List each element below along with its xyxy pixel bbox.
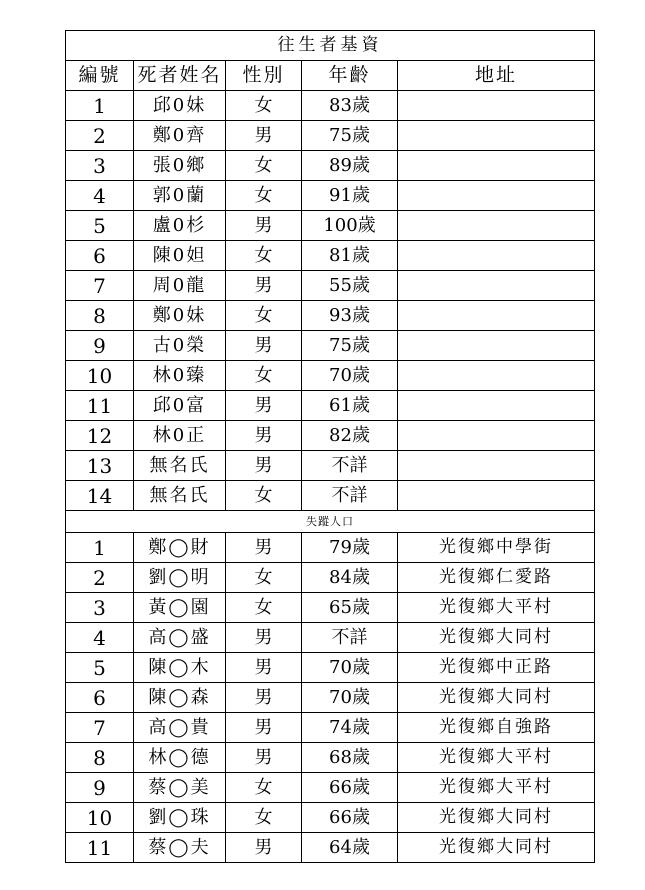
deceased-gender-cell: 女 xyxy=(226,181,302,211)
header-gender: 性別 xyxy=(226,61,302,91)
missing-gender-cell: 男 xyxy=(226,533,302,563)
missing-address-cell: 光復鄉中正路 xyxy=(398,653,595,683)
deceased-address-cell xyxy=(398,241,595,271)
table-title-row xyxy=(66,31,595,61)
missing-age-cell: 79歲 xyxy=(302,533,398,563)
missing-gender-cell: 男 xyxy=(226,683,302,713)
missing-number-cell: 8 xyxy=(66,743,134,773)
missing-row xyxy=(66,683,595,713)
missing-gender-cell: 男 xyxy=(226,833,302,863)
header-age: 年齡 xyxy=(302,61,398,91)
missing-name-cell: 林◯德 xyxy=(134,743,226,773)
deceased-gender-cell: 男 xyxy=(226,331,302,361)
missing-address-cell: 光復鄉大平村 xyxy=(398,773,595,803)
missing-number-cell: 1 xyxy=(66,533,134,563)
deceased-number-cell: 12 xyxy=(66,421,134,451)
missing-row xyxy=(66,533,595,563)
deceased-age-cell: 75歲 xyxy=(302,121,398,151)
deceased-row xyxy=(66,211,595,241)
deceased-row xyxy=(66,121,595,151)
missing-row xyxy=(66,743,595,773)
missing-gender-cell: 女 xyxy=(226,563,302,593)
deceased-number-cell: 14 xyxy=(66,481,134,511)
missing-name-cell: 蔡◯夫 xyxy=(134,833,226,863)
missing-gender-cell: 女 xyxy=(226,803,302,833)
missing-gender-cell: 男 xyxy=(226,713,302,743)
deceased-row xyxy=(66,331,595,361)
deceased-address-cell xyxy=(398,211,595,241)
deceased-name-cell: 無名氏 xyxy=(134,481,226,511)
missing-name-cell: 劉◯珠 xyxy=(134,803,226,833)
deceased-number-cell: 6 xyxy=(66,241,134,271)
missing-address-cell: 光復鄉大平村 xyxy=(398,743,595,773)
deceased-row xyxy=(66,151,595,181)
deceased-address-cell xyxy=(398,421,595,451)
deceased-age-cell: 93歲 xyxy=(302,301,398,331)
deceased-name-cell: 邱0富 xyxy=(134,391,226,421)
deceased-gender-cell: 男 xyxy=(226,271,302,301)
deceased-gender-cell: 女 xyxy=(226,301,302,331)
deceased-address-cell xyxy=(398,151,595,181)
deceased-address-cell xyxy=(398,481,595,511)
deceased-age-cell: 不詳 xyxy=(302,481,398,511)
deceased-name-cell: 林0正 xyxy=(134,421,226,451)
victims-table xyxy=(65,30,595,863)
deceased-gender-cell: 男 xyxy=(226,391,302,421)
missing-number-cell: 2 xyxy=(66,563,134,593)
missing-number-cell: 9 xyxy=(66,773,134,803)
deceased-name-cell: 邱0妹 xyxy=(134,91,226,121)
deceased-gender-cell: 女 xyxy=(226,481,302,511)
deceased-gender-cell: 女 xyxy=(226,361,302,391)
deceased-gender-cell: 男 xyxy=(226,121,302,151)
deceased-age-cell: 82歲 xyxy=(302,421,398,451)
missing-address-cell: 光復鄉大同村 xyxy=(398,623,595,653)
deceased-number-cell: 1 xyxy=(66,91,134,121)
missing-number-cell: 4 xyxy=(66,623,134,653)
missing-row xyxy=(66,653,595,683)
deceased-address-cell xyxy=(398,391,595,421)
deceased-number-cell: 9 xyxy=(66,331,134,361)
deceased-name-cell: 鄭0齊 xyxy=(134,121,226,151)
missing-name-cell: 劉◯明 xyxy=(134,563,226,593)
deceased-age-cell: 70歲 xyxy=(302,361,398,391)
missing-number-cell: 10 xyxy=(66,803,134,833)
deceased-number-cell: 11 xyxy=(66,391,134,421)
missing-name-cell: 高◯貴 xyxy=(134,713,226,743)
deceased-gender-cell: 女 xyxy=(226,151,302,181)
deceased-address-cell xyxy=(398,91,595,121)
deceased-age-cell: 81歲 xyxy=(302,241,398,271)
missing-row xyxy=(66,803,595,833)
deceased-address-cell xyxy=(398,121,595,151)
deceased-row xyxy=(66,421,595,451)
deceased-number-cell: 13 xyxy=(66,451,134,481)
missing-age-cell: 不詳 xyxy=(302,623,398,653)
deceased-age-cell: 61歲 xyxy=(302,391,398,421)
deceased-age-cell: 89歲 xyxy=(302,151,398,181)
deceased-address-cell xyxy=(398,181,595,211)
deceased-number-cell: 4 xyxy=(66,181,134,211)
deceased-gender-cell: 女 xyxy=(226,91,302,121)
deceased-gender-cell: 男 xyxy=(226,451,302,481)
deceased-number-cell: 10 xyxy=(66,361,134,391)
missing-gender-cell: 男 xyxy=(226,623,302,653)
missing-number-cell: 7 xyxy=(66,713,134,743)
missing-age-cell: 74歲 xyxy=(302,713,398,743)
missing-name-cell: 黃◯園 xyxy=(134,593,226,623)
missing-age-cell: 68歲 xyxy=(302,743,398,773)
missing-age-cell: 66歲 xyxy=(302,773,398,803)
missing-number-cell: 5 xyxy=(66,653,134,683)
missing-name-cell: 蔡◯美 xyxy=(134,773,226,803)
missing-section-row xyxy=(66,511,595,533)
missing-gender-cell: 男 xyxy=(226,743,302,773)
deceased-age-cell: 75歲 xyxy=(302,331,398,361)
deceased-number-cell: 2 xyxy=(66,121,134,151)
missing-address-cell: 光復鄉大平村 xyxy=(398,593,595,623)
deceased-number-cell: 8 xyxy=(66,301,134,331)
missing-gender-cell: 男 xyxy=(226,653,302,683)
missing-age-cell: 65歲 xyxy=(302,593,398,623)
header-row xyxy=(66,61,595,91)
deceased-age-cell: 83歲 xyxy=(302,91,398,121)
missing-number-cell: 11 xyxy=(66,833,134,863)
deceased-number-cell: 5 xyxy=(66,211,134,241)
deceased-row xyxy=(66,271,595,301)
missing-gender-cell: 女 xyxy=(226,593,302,623)
deceased-row xyxy=(66,241,595,271)
missing-address-cell: 光復鄉大同村 xyxy=(398,833,595,863)
deceased-gender-cell: 男 xyxy=(226,211,302,241)
deceased-age-cell: 100歲 xyxy=(302,211,398,241)
deceased-number-cell: 7 xyxy=(66,271,134,301)
deceased-age-cell: 91歲 xyxy=(302,181,398,211)
missing-name-cell: 高◯盛 xyxy=(134,623,226,653)
deceased-name-cell: 郭0蘭 xyxy=(134,181,226,211)
missing-row xyxy=(66,563,595,593)
missing-name-cell: 鄭◯財 xyxy=(134,533,226,563)
header-number: 編號 xyxy=(66,61,134,91)
missing-address-cell: 光復鄉中學街 xyxy=(398,533,595,563)
deceased-row xyxy=(66,481,595,511)
missing-age-cell: 66歲 xyxy=(302,803,398,833)
missing-address-cell: 光復鄉大同村 xyxy=(398,683,595,713)
deceased-name-cell: 陳0妲 xyxy=(134,241,226,271)
missing-age-cell: 64歲 xyxy=(302,833,398,863)
missing-gender-cell: 女 xyxy=(226,773,302,803)
deceased-row xyxy=(66,91,595,121)
deceased-address-cell xyxy=(398,301,595,331)
deceased-address-cell xyxy=(398,271,595,301)
deceased-name-cell: 古0榮 xyxy=(134,331,226,361)
deceased-row xyxy=(66,181,595,211)
missing-number-cell: 6 xyxy=(66,683,134,713)
deceased-address-cell xyxy=(398,451,595,481)
deceased-row xyxy=(66,361,595,391)
deceased-name-cell: 周0龍 xyxy=(134,271,226,301)
deceased-age-cell: 55歲 xyxy=(302,271,398,301)
header-name: 死者姓名 xyxy=(134,61,226,91)
table-title: 往生者基資 xyxy=(66,31,595,61)
deceased-row xyxy=(66,451,595,481)
deceased-number-cell: 3 xyxy=(66,151,134,181)
missing-name-cell: 陳◯木 xyxy=(134,653,226,683)
deceased-name-cell: 無名氏 xyxy=(134,451,226,481)
missing-row xyxy=(66,713,595,743)
missing-row xyxy=(66,623,595,653)
deceased-gender-cell: 男 xyxy=(226,421,302,451)
missing-age-cell: 70歲 xyxy=(302,653,398,683)
missing-name-cell: 陳◯森 xyxy=(134,683,226,713)
deceased-name-cell: 張0鄉 xyxy=(134,151,226,181)
deceased-name-cell: 林0臻 xyxy=(134,361,226,391)
deceased-row xyxy=(66,391,595,421)
deceased-name-cell: 盧0杉 xyxy=(134,211,226,241)
table-body xyxy=(66,31,595,863)
deceased-row xyxy=(66,301,595,331)
missing-age-cell: 84歲 xyxy=(302,563,398,593)
missing-number-cell: 3 xyxy=(66,593,134,623)
deceased-name-cell: 鄭0妹 xyxy=(134,301,226,331)
missing-section-label: 失蹤人口 xyxy=(66,511,595,533)
deceased-age-cell: 不詳 xyxy=(302,451,398,481)
header-address: 地址 xyxy=(398,61,595,91)
missing-address-cell: 光復鄉大同村 xyxy=(398,803,595,833)
missing-address-cell: 光復鄉仁愛路 xyxy=(398,563,595,593)
deceased-address-cell xyxy=(398,361,595,391)
missing-address-cell: 光復鄉自強路 xyxy=(398,713,595,743)
missing-row xyxy=(66,593,595,623)
missing-row xyxy=(66,773,595,803)
deceased-address-cell xyxy=(398,331,595,361)
missing-row xyxy=(66,833,595,863)
missing-age-cell: 70歲 xyxy=(302,683,398,713)
deceased-gender-cell: 女 xyxy=(226,241,302,271)
